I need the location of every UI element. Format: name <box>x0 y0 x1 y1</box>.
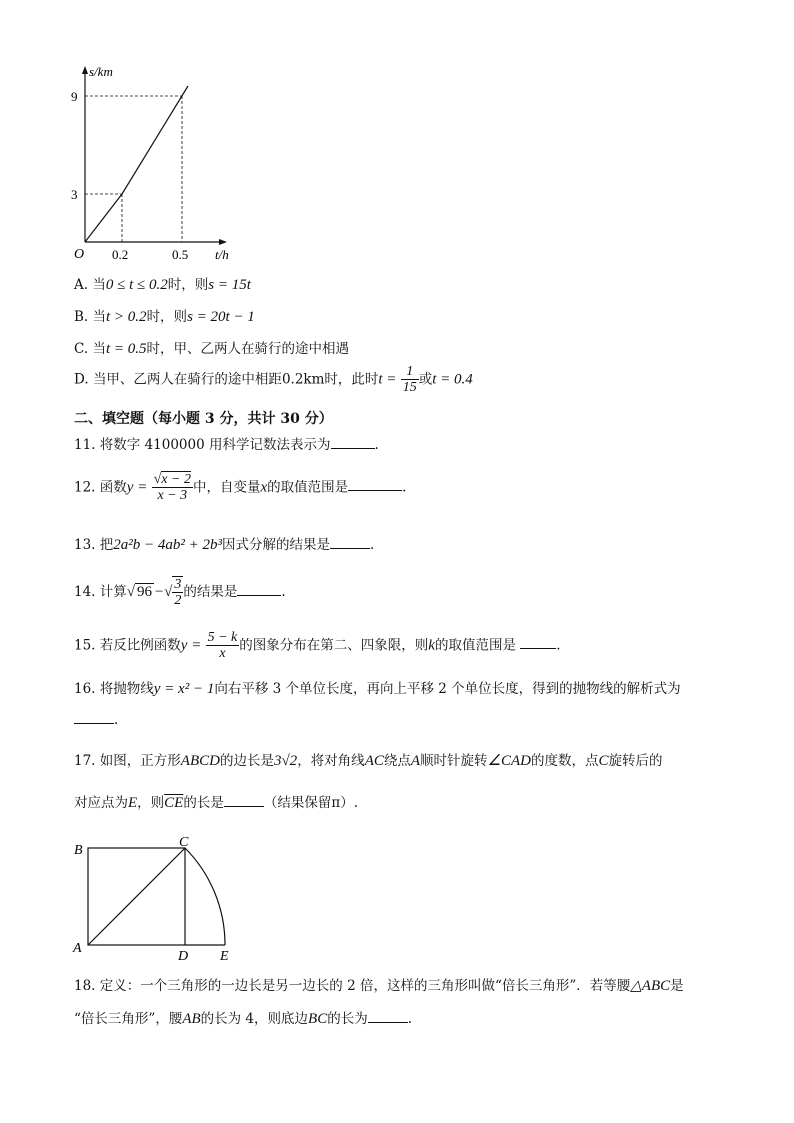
question-18-line-2: “倍长三角形”，腰AB的长为 4，则底边BC的长为 . <box>74 1011 412 1027</box>
answer-blank[interactable] <box>224 805 264 807</box>
origin-label: O <box>74 247 85 262</box>
y-axis-label: s/km <box>89 64 113 79</box>
answer-blank[interactable] <box>368 1021 408 1023</box>
question-13: 13. 把2a²b − 4ab² + 2b³因式分解的结果是 . <box>74 537 375 553</box>
fraction-1-15: $\frac{1}{15}$ <box>402 364 417 396</box>
x-tick-05: 0.5 <box>172 247 189 262</box>
question-16-answer-line: . <box>74 712 118 728</box>
question-18-line-1: 18. 定义：一个三角形的一边长是另一边长的 2 倍，这样的三角形叫做“倍长三角形”．若等腰△ABC是 <box>74 978 684 994</box>
sqrt-96: √ 96 <box>126 583 153 600</box>
question-15: 15. 若反比例函数y = $\frac{5 - k}{x}$ 的图象分布在第二、四象限，则k的取值范围是 . <box>74 630 561 662</box>
y-axis-arrow <box>82 66 88 74</box>
question-17-line-2: 对应点为E，则$\overline{CE}$的长是 （结果保留π）. <box>74 795 359 811</box>
answer-blank[interactable] <box>348 489 402 491</box>
question-17-line-1: 17. 如图，正方形ABCD的边长是3√2，将对角线AC绕点A顺时针旋转∠CAD的度数，点C旋转后的 <box>74 753 663 769</box>
section-2-title: 二、填空题（每小题 3 分，共计 30 分） <box>74 411 333 427</box>
label-c: C <box>179 835 189 850</box>
option-c: C. 当t = 0.5时，甲、乙两人在骑行的途中相遇 <box>74 341 349 357</box>
question-12: 12. 函数y = $\frac{√x - 2}{x - 3}$ 中，自变量x的取值范围是 . <box>74 472 407 504</box>
y-tick-3: 3 <box>71 187 78 202</box>
sqrt-fraction: √ $\frac{3}{2}$ <box>164 577 182 609</box>
option-d: D. 当甲、乙两人在骑行的途中相距0.2km时，此时t = $\frac{1}{15}$ 或t = 0.4 <box>74 364 473 396</box>
diagonal-ac <box>88 848 185 945</box>
fraction-sqrt: $\frac{√x - 2}{x - 3}$ <box>153 472 191 504</box>
fraction-5-k-x: $\frac{5 - k}{x}$ <box>207 630 238 662</box>
x-axis-label: t/h <box>215 247 229 262</box>
label-d: D <box>178 949 189 962</box>
label-a: A <box>73 941 82 956</box>
option-b: B. 当t > 0.2时，则s = 20t − 1 <box>74 309 255 325</box>
x-tick-02: 0.2 <box>112 247 129 262</box>
question-11: 11. 将数字 4100000 用科学记数法表示为 . <box>74 437 379 453</box>
question-14: 14. 计算√ 96 −√ $\frac{3}{2}$ 的结果是 . <box>74 577 286 609</box>
option-a: A. 当0 ≤ t ≤ 0.2时，则s = 15t <box>74 277 251 293</box>
answer-blank[interactable] <box>74 722 114 724</box>
question-16: 16. 将抛物线y = x² − 1向右平移 3 个单位长度，再向上平移 2 个单位长度，得到的抛物线的解析式为 <box>74 681 681 697</box>
label-b: B <box>74 843 83 858</box>
y-tick-9: 9 <box>71 89 78 104</box>
answer-blank[interactable] <box>520 647 556 649</box>
distance-time-graph <box>60 60 240 265</box>
x-axis-arrow <box>219 239 227 245</box>
answer-blank[interactable] <box>331 447 375 449</box>
answer-blank[interactable] <box>237 594 281 596</box>
arc-ce: $\overline{CE}$ <box>164 795 184 811</box>
arc-ce-path <box>185 848 225 945</box>
graph-line <box>85 86 188 242</box>
label-e: E <box>220 949 229 962</box>
square-rotation-diagram <box>68 832 238 962</box>
answer-blank[interactable] <box>330 547 370 549</box>
